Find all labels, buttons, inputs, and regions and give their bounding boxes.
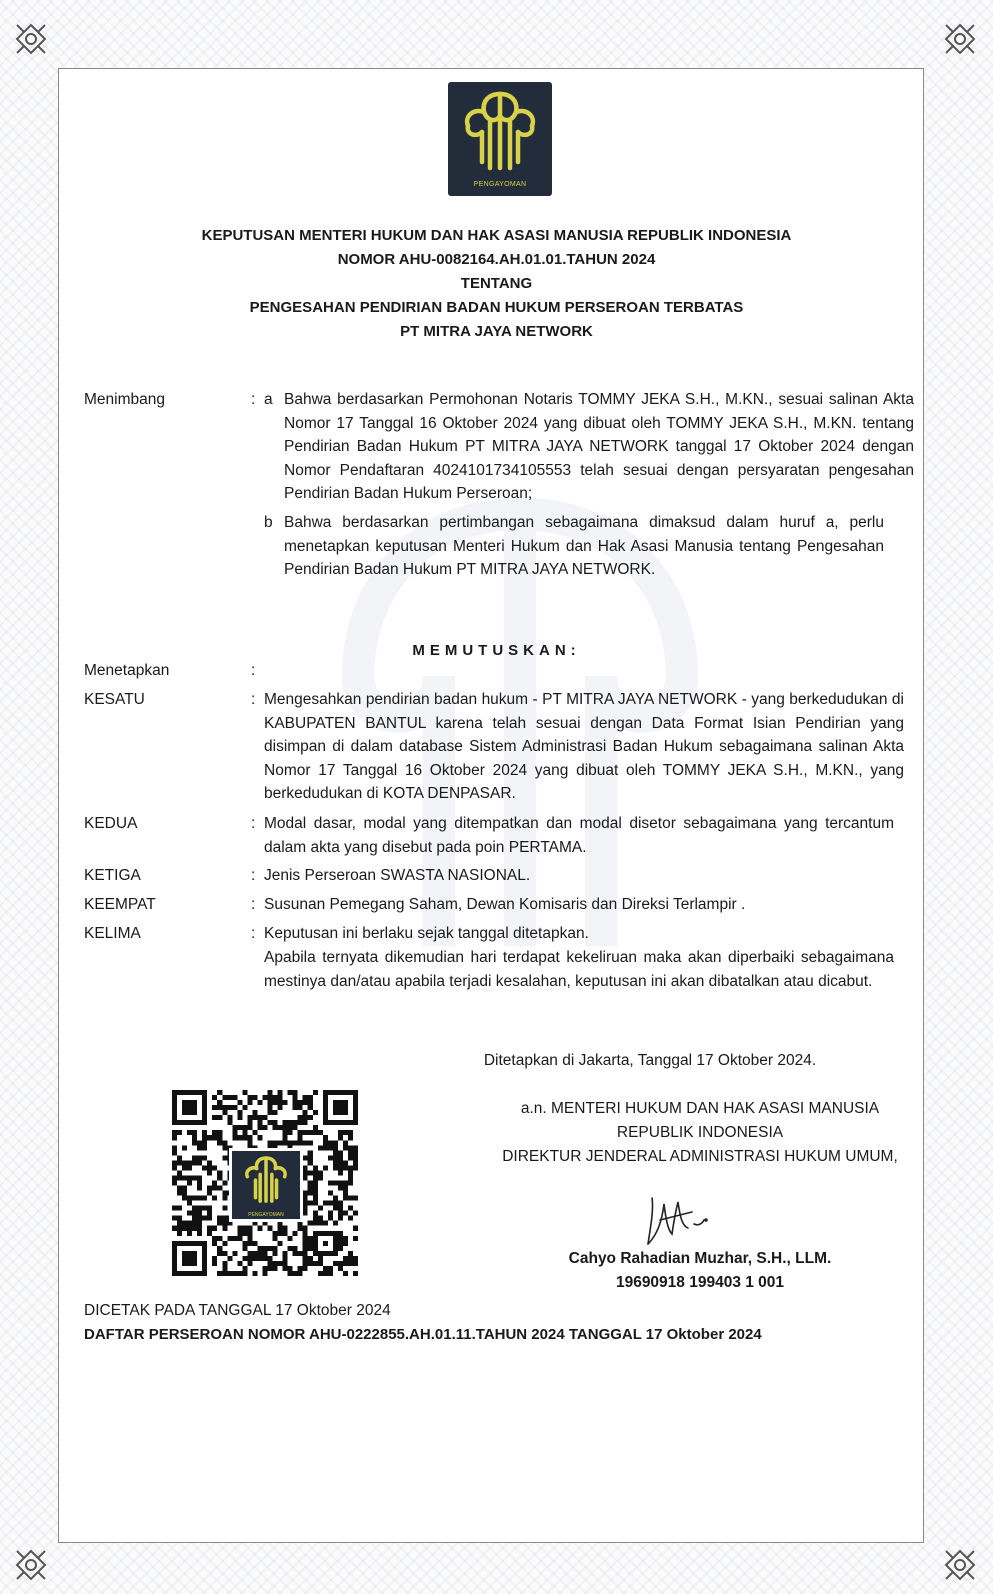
signatory-name: Cahyo Rahadian Muzhar, S.H., LLM. [568,1250,832,1267]
kesatu-text: Mengesahkan pendirian badan hukum - PT MITRA JAYA NETWORK - yang berkedudukan di KABUPATEN BANTUL karena telah sesuai dengan Data Format Isian Pendirian yang disimpan di dalam database Sistem Administrasi Badan Hukum sebagaimana salinan Akta Nomor 17 Tanggal 16 Oktober 2024 yang dibuat oleh TOMMY JEKA S.H., M.KN., yang berkedudukan di KOTA DENPASAR. [264,691,904,802]
printed-date: DICETAK PADA TANGGAL 17 Oktober 2024 [84,1302,391,1319]
handwritten-signature [640,1190,720,1250]
kedua-label: KEDUA [84,815,138,832]
kelima-text-1: Keputusan ini berlaku sejak tanggal ditetapkan. [264,925,589,942]
corner-ornament-icon [943,1548,977,1582]
item-letter: b [264,514,273,531]
kedua-text: Modal dasar, modal yang ditempatkan dan modal disetor sebagaimana yang tercantum dalam akta yang disebut pada poin PERTAMA. [264,815,894,856]
title-line: PENGESAHAN PENDIRIAN BADAN HUKUM PERSEROAN TERBATAS [249,299,744,316]
pengayoman-emblem-icon [448,82,552,178]
ketiga-label: KETIGA [84,867,141,884]
corner-ornament-icon [14,22,48,56]
signatory-line: a.n. MENTERI HUKUM DAN HAK ASASI MANUSIA [520,1100,880,1117]
decree-number: NOMOR AHU-0082164.AH.01.01.TAHUN 2024 [337,251,656,268]
ketiga-text: Jenis Perseroan SWASTA NASIONAL. [264,867,531,884]
colon: : [251,815,256,832]
pengayoman-emblem-icon [232,1151,300,1207]
colon: : [251,867,256,884]
kelima-label: KELIMA [84,925,141,942]
register-number: DAFTAR PERSEROAN NOMOR AHU-0222855.AH.01.11.TAHUN 2024 TANGGAL 17 Oktober 2024 [84,1326,762,1343]
menimbang-label: Menimbang [84,391,165,408]
colon: : [251,691,256,708]
title-line: TENTANG [460,275,533,292]
menimbang-b-text: Bahwa berdasarkan pertimbangan sebagaimana dimaksud dalam huruf a, perlu menetapkan keputusan Menteri Hukum dan Hak Asasi Manusia tentang Pengesahan Pendirian Badan Hukum PT MITRA JAYA NETWORK. [284,514,884,578]
memutuskan-heading: MEMUTUSKAN: [412,642,581,659]
colon: : [251,925,256,942]
signatory-nip: 19690918 199403 1 001 [615,1274,785,1291]
place-date: Ditetapkan di Jakarta, Tanggal 17 Oktober 2024. [483,1052,817,1069]
item-letter: a [264,391,273,408]
ministry-logo [448,82,552,196]
corner-ornament-icon [14,1548,48,1582]
colon: : [251,662,256,679]
decree-title [90,224,903,344]
corner-ornament-icon [943,22,977,56]
signatory-line: DIREKTUR JENDERAL ADMINISTRASI HUKUM UMUM, [502,1148,898,1165]
company-name: PT MITRA JAYA NETWORK [400,323,593,340]
signatory-line: REPUBLIK INDONESIA [616,1124,784,1141]
colon: : [251,391,256,408]
kesatu-label: KESATU [84,691,145,708]
menimbang-a-text: Bahwa berdasarkan Permohonan Notaris TOMMY JEKA S.H., M.KN., sesuai salinan Akta Nomor 17 Tanggal 16 Oktober 2024 yang dibuat oleh TOMMY JEKA S.H., M.KN. tentang Pendirian Badan Hukum PT MITRA JAYA NETWORK tanggal 17 Oktober 2024 dengan Nomor Pendaftaran 4024101734105553 telah sesuai dengan persyaratan pengesahan Pendirian Badan Hukum Perseroan; [284,391,914,502]
logo-text: PENGAYOMAN [473,181,527,188]
keempat-label: KEEMPAT [84,896,156,913]
signatory-title [470,1097,930,1169]
title-line: KEPUTUSAN MENTERI HUKUM DAN HAK ASASI MANUSIA REPUBLIK INDONESIA [201,227,792,244]
qr-logo-text: PENGAYOMAN [248,1212,284,1218]
menetapkan-label: Menetapkan [84,662,170,679]
keempat-text: Susunan Pemegang Saham, Dewan Komisaris dan Direksi Terlampir . [264,896,746,913]
qr-logo [229,1148,303,1222]
kelima-text-2: Apabila ternyata dikemudian hari terdapat kekeliruan maka akan diperbaiki sebagaimana mestinya dan/atau apabila terjadi kesalahan, keputusan ini akan dibatalkan atau dicabut. [264,949,894,990]
colon: : [251,896,256,913]
